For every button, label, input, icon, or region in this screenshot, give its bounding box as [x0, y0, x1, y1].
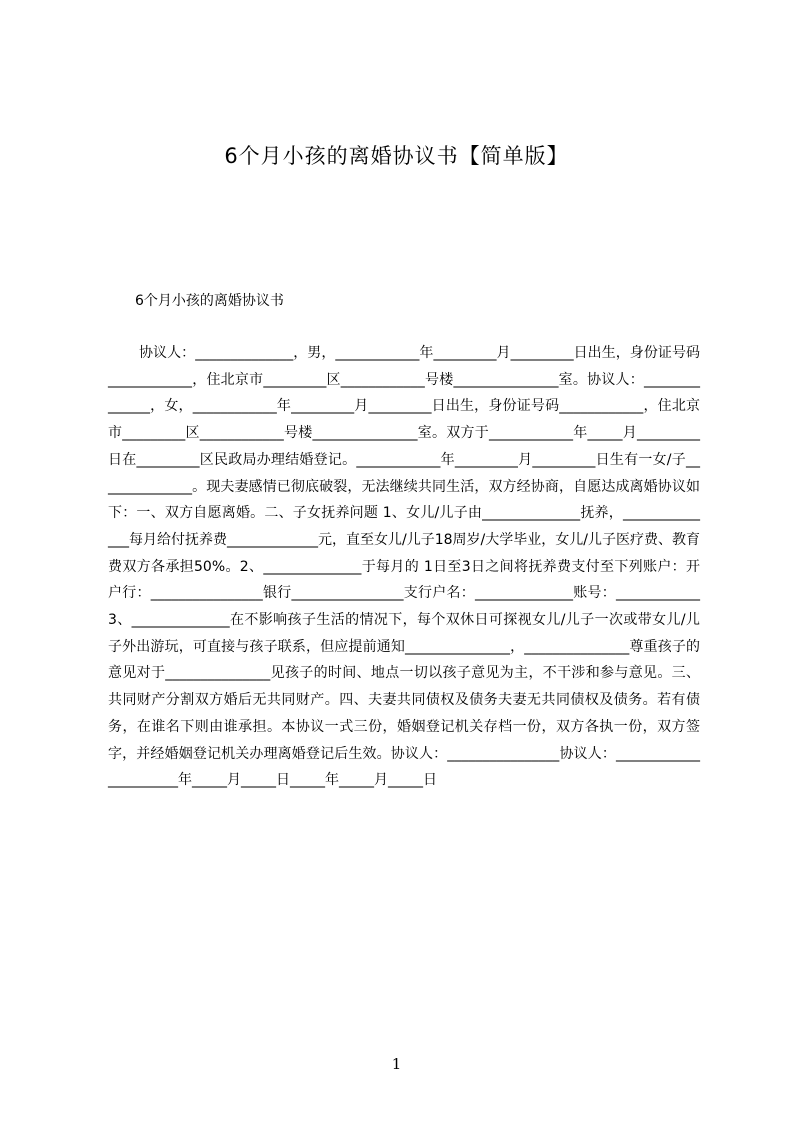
- agreement-body-text: 协议人：______________，男，____________年_________月_________日出生，身份证号码____________，住北京市_________区____________号楼_______________室。协议人：______________，女，____________年_________月_________日出生，身份证号码____________，住北京市_________区____________号楼_______________室。双方于____________年_____月_________日在_________区民政局办理结婚登记。____________年_________月_________日生有一女/子______________。现夫妻感情已彻底破裂，无法继续共同生活，双方经协商，自愿达成离婚协议如下：一、双方自愿离婚。二、子女抚养问题 1、女儿/儿子由______________抚养，______________每月给付抚养费_____________元，直至女儿/儿子18周岁/大学毕业，女儿/儿子医疗费、教育费双方各承担50%。2、______________于每月的 1日至3日之间将抚养费支付至下列账户：开户行：________________银行________________支行户名：______________账号：____________3、______________在不影响孩子生活的情况下，每个双休日可探视女儿/儿子一次或带女儿/儿子外出游玩，可直接与孩子联系，但应提前通知_______________，_______________尊重孩子的意见对于_______________见孩子的时间、地点一切以孩子意见为主，不干涉和参与意见。三、共同财产分割双方婚后无共同财产。四、夫妻共同债权及债务夫妻无共同债权及债务。若有债务，在谁名下则由谁承担。本协议一式三份，婚姻登记机关存档一份，双方各执一份，双方签字，并经婚姻登记机关办理离婚登记后生效。协议人：________________协议人：______________________年_____月_____日_____年_____月_____日: [108, 345, 700, 789]
- page-title: 6个月小孩的离婚协议书【简单版】: [224, 144, 569, 168]
- page-number: 1: [391, 1055, 402, 1073]
- document-subtitle: 6个月小孩的离婚协议书: [135, 293, 284, 309]
